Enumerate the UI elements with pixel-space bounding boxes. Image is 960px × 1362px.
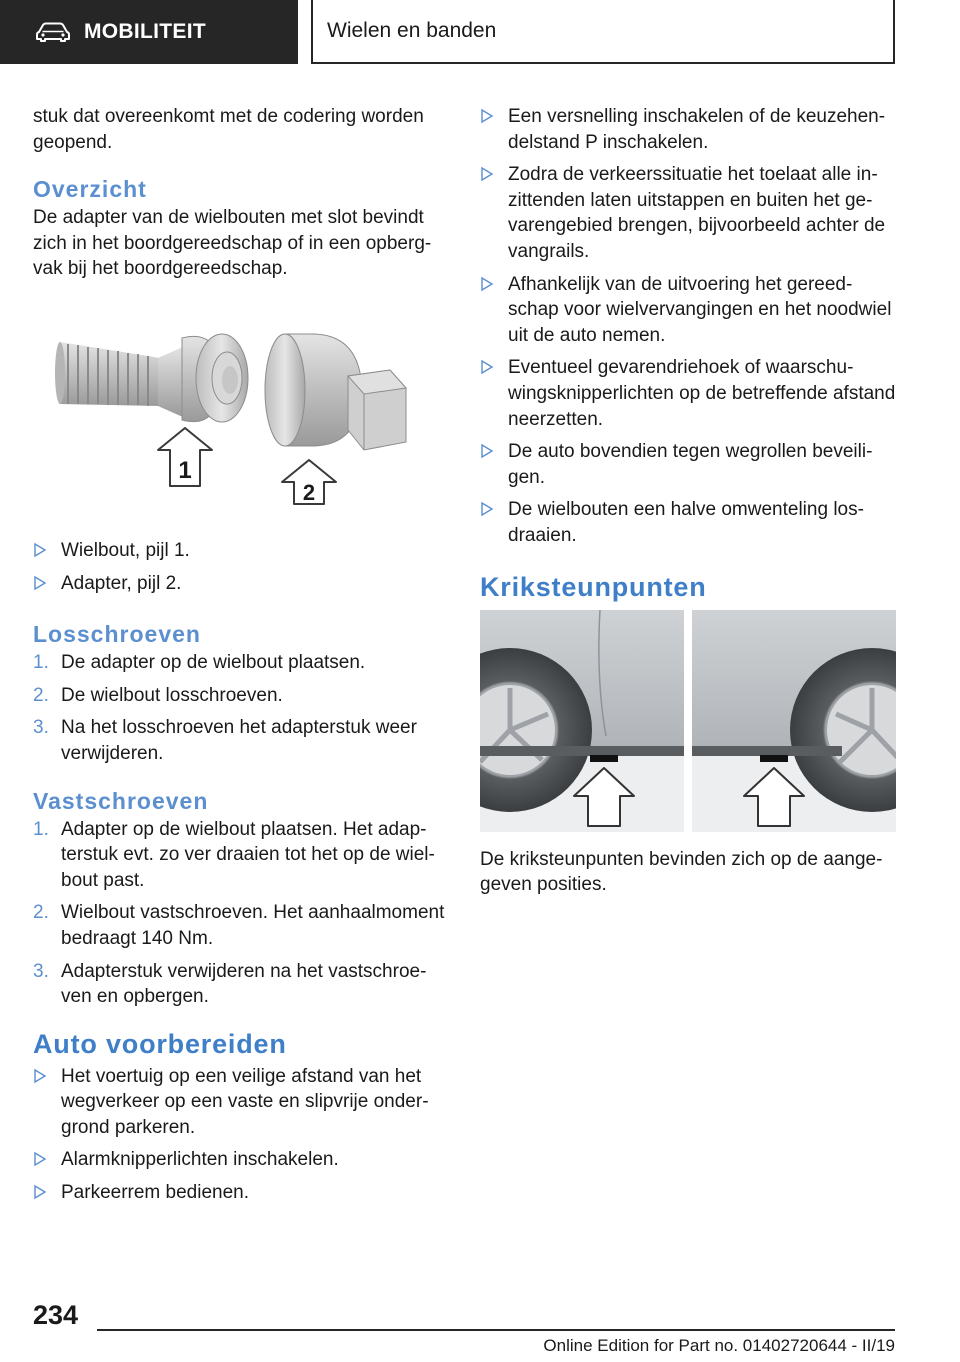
triangle-bullet-icon xyxy=(480,357,494,377)
triangle-bullet-icon xyxy=(33,573,47,593)
section-label: MOBILITEIT xyxy=(84,20,206,43)
list-item: Eventueel gevarendriehoek of waarschuwingsknipperlichten op de betreffende afstand neerzetten. xyxy=(480,355,896,432)
triangle-bullet-icon xyxy=(33,1066,47,1086)
step-item: 3. Adapterstuk verwijderen na het vastschroeven en opbergen. xyxy=(33,960,427,1008)
step-item: 1. De adapter op de wielbout plaatsen. xyxy=(33,652,366,674)
callout-1: 1 xyxy=(178,457,192,484)
left-column xyxy=(33,104,447,1213)
prepare-list-left xyxy=(33,1064,447,1206)
page-number: 234 xyxy=(33,1300,79,1330)
prepare-list-right xyxy=(480,104,896,549)
step-item: 2. De wielbout losschroeven. xyxy=(33,684,283,706)
car-icon xyxy=(36,22,70,42)
list-item: Het voertuig op een veilige afstand van het wegverkeer op een vaste en slipvrije ondergrond parkeren. xyxy=(33,1064,447,1141)
edition-note: Online Edition for Part no. 01402720644 - II/19 xyxy=(543,1336,895,1355)
list-item: Wielbout, pijl 1. xyxy=(33,538,447,564)
section-tab xyxy=(0,0,298,64)
tighten-steps xyxy=(33,817,447,1010)
jack-points-heading: Kriksteunpunten xyxy=(480,571,707,602)
list-item: De auto bovendien tegen wegrollen beveiligen. xyxy=(480,439,896,490)
triangle-bullet-icon xyxy=(480,274,494,294)
list-item: Adapter, pijl 2. xyxy=(33,571,447,597)
triangle-bullet-icon xyxy=(480,499,494,519)
prepare-heading: Auto voorbereiden xyxy=(33,1028,287,1059)
loosen-steps xyxy=(33,650,447,766)
wheel-bolt-adapter-illustration xyxy=(50,318,420,508)
list-item: Alarmknipperlichten inschakelen. xyxy=(33,1147,447,1173)
overview-text: De adapter van de wielbouten met slot bevindt zich in het boordgereedschap of in een opbergvak bij het boordgereedschap. xyxy=(33,207,432,280)
triangle-bullet-icon xyxy=(33,540,47,560)
triangle-bullet-icon xyxy=(33,1182,47,1202)
list-item: Zodra de verkeerssituatie het toelaat alle inzittenden laten uitstappen en buiten het gevarengebied brengen, bijvoorbeeld achter de vangrails. xyxy=(480,162,896,264)
loosen-heading: Losschroeven xyxy=(33,621,201,648)
footer-divider xyxy=(97,1329,895,1331)
step-item: 2. Wielbout vastschroeven. Het aanhaalmoment bedraagt 140 Nm. xyxy=(33,902,445,949)
triangle-bullet-icon xyxy=(480,164,494,184)
list-item: Parkeerrem bedienen. xyxy=(33,1180,447,1206)
callout-2: 2 xyxy=(302,480,316,505)
list-item: Een versnelling inschakelen of de keuzehendelstand P inschakelen. xyxy=(480,104,896,155)
parts-list xyxy=(33,538,447,596)
chapter-title: Wielen en banden xyxy=(327,19,497,42)
list-item: De wielbouten een halve omwenteling losdraaien. xyxy=(480,497,896,548)
triangle-bullet-icon xyxy=(480,106,494,126)
list-item: Afhankelijk van de uitvoering het gereedschap voor wielvervangingen en het noodwiel uit de auto nemen. xyxy=(480,272,896,349)
chapter-title-box xyxy=(311,0,895,64)
step-item: 1. Adapter op de wielbout plaatsen. Het adapterstuk evt. zo ver draaien tot het op de wielbout past. xyxy=(33,818,435,891)
tighten-heading: Vastschroeven xyxy=(33,787,209,814)
step-item: 3. Na het losschroeven het adapterstuk weer verwijderen. xyxy=(33,717,417,764)
triangle-bullet-icon xyxy=(33,1149,47,1169)
overview-heading: Overzicht xyxy=(33,176,147,203)
jack-points-illustration xyxy=(480,610,896,832)
triangle-bullet-icon xyxy=(480,441,494,461)
jack-points-caption: De kriksteunpunten bevinden zich op de aangegeven posities. xyxy=(480,848,883,896)
intro-text: stuk dat overeenkomt met de codering worden geopend. xyxy=(33,106,424,153)
